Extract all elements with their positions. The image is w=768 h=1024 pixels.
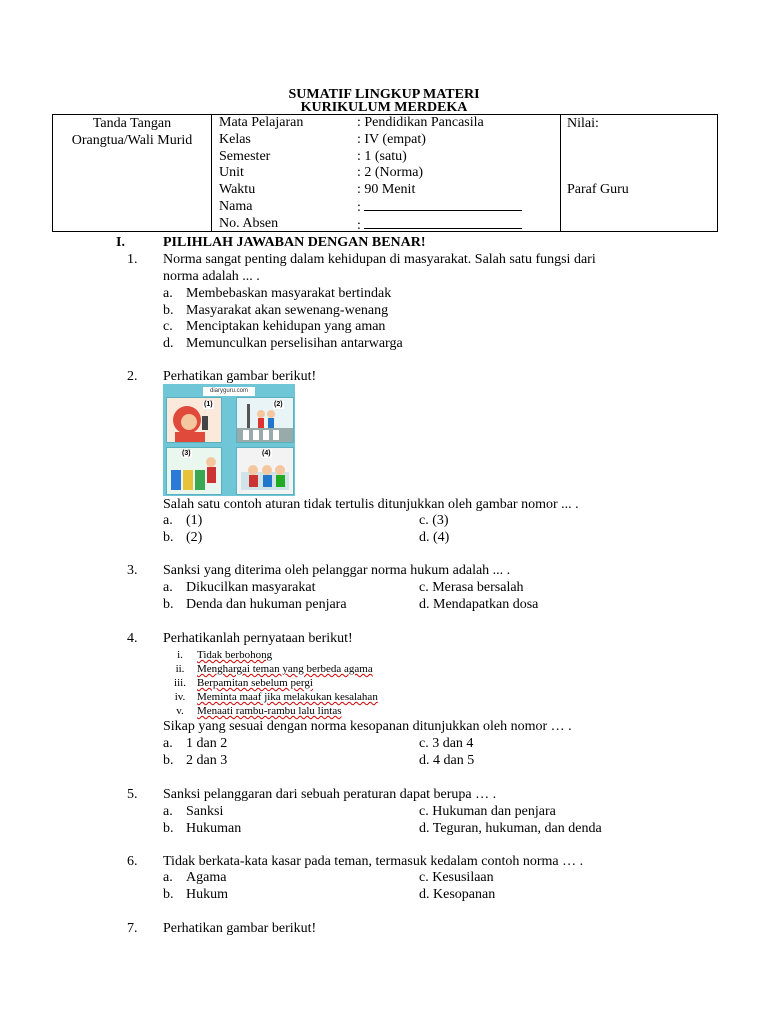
- field-value: : 1 (satu): [357, 148, 407, 164]
- image-label-2: (2): [274, 401, 283, 408]
- question-number: 1.: [127, 252, 138, 267]
- name-blank-line[interactable]: [364, 199, 522, 211]
- option-text: (1): [186, 513, 203, 528]
- field-label: Semester: [219, 148, 271, 164]
- option-text: d. 4 dan 5: [419, 753, 475, 768]
- option-text: Masyarakat akan sewenang-wenang: [186, 303, 389, 318]
- option-text: c. (3): [419, 513, 449, 528]
- score-label: Nilai:: [567, 116, 599, 131]
- absen-blank-line[interactable]: [364, 217, 522, 229]
- option-text: Denda dan hukuman penjara: [186, 597, 347, 612]
- question-number: 2.: [127, 369, 138, 384]
- option-letter: b.: [163, 303, 174, 318]
- image-label-4: (4): [262, 450, 271, 457]
- field-label: Kelas: [219, 131, 251, 147]
- option-text: Hukum: [186, 887, 228, 902]
- option-text: Membebaskan masyarakat bertindak: [186, 286, 392, 301]
- option-text: c. Merasa bersalah: [419, 580, 524, 595]
- image-site-label: diaryguru.com: [203, 387, 255, 396]
- option-text: Hukuman: [186, 821, 242, 836]
- option-text: c. Kesusilaan: [419, 870, 494, 885]
- title-line-1: SUMATIF LINGKUP MATERI: [288, 87, 480, 102]
- option-text: Agama: [186, 870, 227, 885]
- field-value: :: [357, 217, 361, 233]
- option-text: (2): [186, 530, 203, 545]
- teacher-signature-label: Paraf Guru: [567, 182, 629, 197]
- option-text: d. Kesopanan: [419, 887, 496, 902]
- question-number: 6.: [127, 854, 138, 869]
- option-letter: b.: [163, 821, 174, 836]
- image-panel-1: [166, 397, 222, 443]
- statement-text: Berpamitan sebelum pergi: [197, 677, 313, 689]
- question-text: Sikap yang sesuai dengan norma kesopanan ditunjukkan oleh nomor … .: [163, 719, 572, 734]
- statement-text: Meminta maaf jika melakukan kesalahan: [197, 691, 378, 703]
- question-text: Norma sangat penting dalam kehidupan di masyarakat. Salah satu fungsi dari: [163, 252, 596, 267]
- question-text: Salah satu contoh aturan tidak tertulis ditunjukkan oleh gambar nomor ... .: [163, 497, 579, 512]
- option-text: d. Teguran, hukuman, dan denda: [419, 821, 602, 836]
- statement-number: ii.: [175, 663, 185, 675]
- option-text: Memunculkan perselisihan antarwarga: [186, 336, 403, 351]
- statement-text: Menghargai teman yang berbeda agama: [197, 663, 373, 675]
- option-text: Dikucilkan masyarakat: [186, 580, 316, 595]
- option-letter: a.: [163, 736, 173, 751]
- option-letter: b.: [163, 530, 174, 545]
- field-label: Unit: [219, 165, 244, 181]
- statement-text: Tidak berbohong: [197, 649, 273, 661]
- question-text: Perhatikan gambar berikut!: [163, 921, 317, 936]
- statement-number: i.: [177, 649, 183, 661]
- field-label: Waktu: [219, 182, 256, 198]
- field-label: Mata Pelajaran: [219, 115, 304, 130]
- field-value: : Pendidikan Pancasila: [357, 115, 484, 130]
- info-cell: [212, 115, 561, 232]
- statement-number: iv.: [174, 691, 186, 703]
- field-value: : 90 Menit: [357, 182, 416, 198]
- header-table: [52, 114, 718, 232]
- option-letter: a.: [163, 804, 173, 819]
- option-text: 1 dan 2: [186, 736, 228, 751]
- option-letter: a.: [163, 580, 173, 595]
- image-panel-3: [166, 447, 222, 495]
- option-letter: b.: [163, 887, 174, 902]
- section-title: PILIHLAH JAWABAN DENGAN BENAR!: [163, 235, 426, 250]
- statement-number: v.: [176, 705, 184, 717]
- norm-illustration-image: [163, 384, 295, 496]
- field-value: :: [357, 199, 361, 215]
- question-number: 3.: [127, 563, 138, 578]
- option-text: c. 3 dan 4: [419, 736, 474, 751]
- signature-label-2: Orangtua/Wali Murid: [71, 133, 193, 148]
- signature-cell: [53, 115, 212, 232]
- question-text: Perhatikan gambar berikut!: [163, 369, 317, 384]
- option-letter: b.: [163, 597, 174, 612]
- title-line-2: KURIKULUM MERDEKA: [300, 100, 468, 115]
- question-text: Sanksi yang diterima oleh pelanggar norma hukum adalah ... .: [163, 563, 511, 578]
- option-text: d. Mendapatkan dosa: [419, 597, 539, 612]
- question-text: Tidak berkata-kata kasar pada teman, termasuk kedalam contoh norma … .: [163, 854, 584, 869]
- signature-label-1: Tanda Tangan: [92, 116, 172, 131]
- field-value: : IV (empat): [357, 131, 426, 147]
- option-letter: a.: [163, 286, 173, 301]
- option-letter: b.: [163, 753, 174, 768]
- section-number: I.: [116, 235, 125, 250]
- image-panel-2: [236, 397, 294, 443]
- option-text: 2 dan 3: [186, 753, 228, 768]
- image-panel-4: [236, 447, 294, 495]
- image-label-3: (3): [182, 450, 191, 457]
- question-number: 5.: [127, 787, 138, 802]
- option-letter: c.: [163, 319, 173, 334]
- field-value: : 2 (Norma): [357, 165, 424, 181]
- statement-number: iii.: [174, 677, 186, 689]
- option-letter: a.: [163, 513, 173, 528]
- option-letter: d.: [163, 336, 174, 351]
- image-label-1: (1): [204, 401, 213, 408]
- score-cell: [561, 115, 718, 232]
- option-text: c. Hukuman dan penjara: [419, 804, 556, 819]
- field-label: Nama: [219, 198, 253, 214]
- question-number: 4.: [127, 631, 138, 646]
- option-text: Sanksi: [186, 804, 224, 819]
- question-number: 7.: [127, 921, 138, 936]
- question-text: Sanksi pelanggaran dari sebuah peraturan dapat berupa … .: [163, 787, 497, 802]
- question-text: norma adalah ... .: [163, 269, 260, 284]
- field-label: No. Absen: [219, 215, 279, 231]
- option-text: Menciptakan kehidupan yang aman: [186, 319, 386, 334]
- option-letter: a.: [163, 870, 173, 885]
- statement-text: Menaati rambu-rambu lalu lintas: [197, 705, 342, 717]
- option-text: d. (4): [419, 530, 450, 545]
- question-text: Perhatikanlah pernyataan berikut!: [163, 631, 353, 646]
